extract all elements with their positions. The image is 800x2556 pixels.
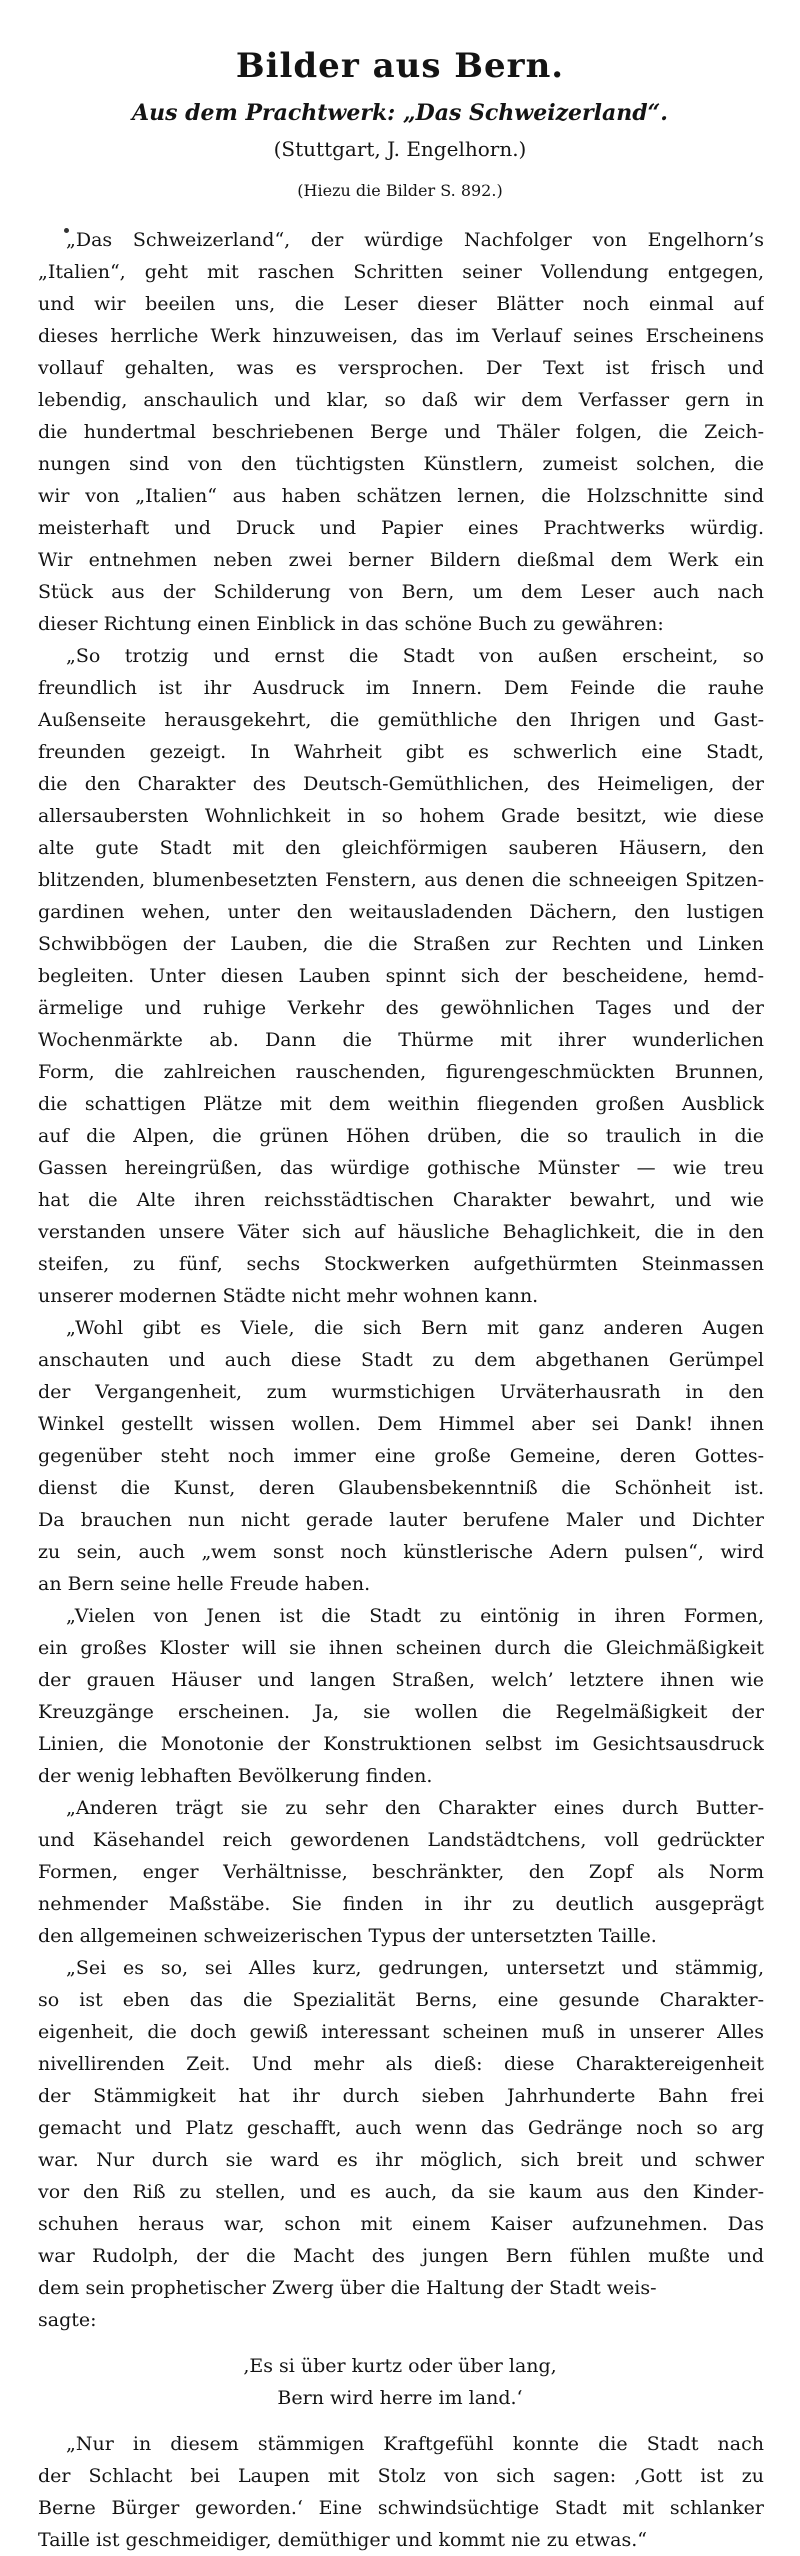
text-line: und Käsehandel reich gewordenen Landstädtchens, voll gedrückter xyxy=(38,1829,764,1851)
text-line: dieser Richtung einen Einblick in das schöne Buch zu gewähren: xyxy=(38,613,664,635)
text-line: der grauen Häuser und langen Straßen, welch’ letztere ihnen wie xyxy=(38,1669,764,1691)
text-line: blitzenden, blumenbesetzten Fenstern, aus denen die schneeigen Spitzen- xyxy=(38,869,764,891)
text-line: die schattigen Plätze mit dem weithin fliegenden großen Ausblick xyxy=(38,1093,764,1115)
text-line: dieses herrliche Werk hinzuweisen, das im Verlauf seines Erscheinens xyxy=(38,325,764,347)
text-line: steifen, zu fünf, sechs Stockwerken aufgethürmten Steinmassen xyxy=(38,1253,764,1275)
text-line: war. Nur durch sie ward es ihr möglich, sich breit und schwer xyxy=(38,2149,764,2171)
text-line: die hundertmal beschriebenen Berge und Thäler folgen, die Zeich- xyxy=(38,421,764,443)
text-line: den allgemeinen schweizerischen Typus der untersetzten Taille. xyxy=(38,1925,657,1947)
text-line: war Rudolph, der die Macht des jungen Bern fühlen mußte und xyxy=(38,2245,764,2267)
text-line: Formen, enger Verhältnisse, beschränkter, den Zopf als Norm xyxy=(38,1861,764,1883)
text-line: sagte: xyxy=(38,2309,97,2331)
text-line: Form, die zahlreichen rauschenden, figurengeschmückten Brunnen, xyxy=(38,1061,764,1083)
text-line: dem sein prophetischer Zwerg über die Haltung der Stadt weis- xyxy=(38,2277,657,2299)
verse-line: ‚Es si über kurtz oder über lang, xyxy=(243,2355,557,2377)
text-line: nehmender Maßstäbe. Sie finden in ihr zu deutlich ausgeprägt xyxy=(38,1893,764,1915)
text-line: Winkel gestellt wissen wollen. Dem Himmel aber sei Dank! ihnen xyxy=(38,1413,764,1435)
text-line: zu sein, auch „wem sonst noch künstlerische Adern pulsen“, wird xyxy=(38,1541,764,1563)
text-line: dienst die Kunst, deren Glaubensbekenntniß die Schönheit ist. xyxy=(38,1477,764,1499)
text-line: „Vielen von Jenen ist die Stadt zu eintönig in ihren Formen, xyxy=(66,1605,764,1627)
text-line: die den Charakter des Deutsch-Gemüthlichen, des Heimeligen, der xyxy=(38,773,764,795)
text-line: „Wohl gibt es Viele, die sich Bern mit ganz anderen Augen xyxy=(66,1317,764,1339)
text-line: ein großes Kloster will sie ihnen scheinen durch die Gleichmäßigkeit xyxy=(38,1637,764,1659)
text-line: der Stämmigkeit hat ihr durch sieben Jahrhunderte Bahn frei xyxy=(38,2085,764,2107)
text-line: „Nur in diesem stämmigen Kraftgefühl konnte die Stadt nach xyxy=(66,2433,764,2455)
text-line: der Schlacht bei Laupen mit Stolz von sich sagen: ‚Gott ist zu xyxy=(38,2465,764,2487)
text-line: anschauten und auch diese Stadt zu dem abgethanen Gerümpel xyxy=(38,1349,764,1371)
text-line: begleiten. Unter diesen Lauben spinnt sich der bescheidene, hemd- xyxy=(38,965,764,987)
text-line: der Vergangenheit, zum wurmstichigen Urväterhausrath in den xyxy=(38,1381,764,1403)
text-line: allersaubersten Wohnlichkeit in so hohem Grade besitzt, wie diese xyxy=(38,805,764,827)
text-line: „So trotzig und ernst die Stadt von außen erscheint, so xyxy=(66,645,764,667)
text-line: freunden gezeigt. In Wahrheit gibt es schwerlich eine Stadt, xyxy=(38,741,764,763)
article-subtitle: Aus dem Prachtwerk: „Das Schweizerland“. xyxy=(132,100,668,126)
text-line: Gassen hereingrüßen, das würdige gothische Münster — wie treu xyxy=(38,1157,764,1179)
text-line: ärmelige und ruhige Verkehr des gewöhnlichen Tages und der xyxy=(38,997,764,1019)
text-line: an Bern seine helle Freude haben. xyxy=(38,1573,371,1595)
text-line: „Das Schweizerland“, der würdige Nachfolger von Engelhorn’s xyxy=(66,229,764,251)
text-line: unserer modernen Städte nicht mehr wohnen kann. xyxy=(38,1285,539,1307)
text-line: wir von „Italien“ aus haben schätzen lernen, die Holzschnitte sind xyxy=(38,485,764,507)
text-line: vor den Riß zu stellen, und es auch, da sie kaum aus den Kinder- xyxy=(38,2181,764,2203)
text-line: „Sei es so, sei Alles kurz, gedrungen, untersetzt und stämmig, xyxy=(66,1957,764,1979)
text-line: Außenseite herausgekehrt, die gemüthliche den Ihrigen und Gast- xyxy=(38,709,764,731)
text-line: Wochenmärkte ab. Dann die Thürme mit ihrer wunderlichen xyxy=(38,1029,764,1051)
text-line: vollauf gehalten, was es versprochen. Der Text ist frisch und xyxy=(38,357,764,379)
text-line: freundlich ist ihr Ausdruck im Innern. Dem Feinde die rauhe xyxy=(38,677,764,699)
text-line: alte gute Stadt mit den gleichförmigen sauberen Häusern, den xyxy=(38,837,764,859)
verse-line: Bern wird herre im land.‘ xyxy=(277,2387,523,2409)
text-line: „Anderen trägt sie zu sehr den Charakter eines durch Butter- xyxy=(66,1797,764,1819)
text-line: Da brauchen nun nicht gerade lauter berufene Maler und Dichter xyxy=(38,1509,764,1531)
publisher-line: (Stuttgart, J. Engelhorn.) xyxy=(273,137,527,161)
text-line: Stück aus der Schilderung von Bern, um dem Leser auch nach xyxy=(38,581,764,603)
text-line: der wenig lebhaften Bevölkerung finden. xyxy=(38,1765,433,1787)
text-line: Kreuzgänge erscheinen. Ja, sie wollen die Regelmäßigkeit der xyxy=(38,1701,764,1723)
text-line: lebendig, anschaulich und klar, so daß wir dem Verfasser gern in xyxy=(38,389,764,411)
illustration-note: (Hiezu die Bilder S. 892.) xyxy=(297,181,503,200)
text-line: gemacht und Platz geschafft, auch wenn das Gedränge noch so arg xyxy=(38,2117,764,2139)
text-line: nungen sind von den tüchtigsten Künstlern, zumeist solchen, die xyxy=(38,453,764,475)
text-line: Linien, die Monotonie der Konstruktionen selbst im Gesichtsausdruck xyxy=(38,1733,764,1755)
text-line: gegenüber steht noch immer eine große Gemeine, deren Gottes- xyxy=(38,1445,764,1467)
text-line: Taille ist geschmeidiger, demüthiger und kommt nie zu etwas.“ xyxy=(38,2529,647,2551)
text-line: eigenheit, die doch gewiß interessant scheinen muß in unserer Alles xyxy=(38,2021,764,2043)
text-line: so ist eben das die Spezialität Berns, eine gesunde Charakter- xyxy=(38,1989,764,2011)
text-line: „Italien“, geht mit raschen Schritten seiner Vollendung entgegen, xyxy=(38,261,764,283)
article-title: Bilder aus Bern. xyxy=(235,46,565,86)
text-line: Berne Bürger geworden.‘ Eine schwindsüchtige Stadt mit schlanker xyxy=(38,2497,764,2519)
text-line: und wir beeilen uns, die Leser dieser Blätter noch einmal auf xyxy=(38,293,764,315)
text-line: hat die Alte ihren reichsstädtischen Charakter bewahrt, und wie xyxy=(38,1189,764,1211)
text-line: verstanden unsere Väter sich auf häusliche Behaglichkeit, die in den xyxy=(38,1221,764,1243)
text-line: auf die Alpen, die grünen Höhen drüben, die so traulich in die xyxy=(38,1125,764,1147)
text-line: Wir entnehmen neben zwei berner Bildern dießmal dem Werk ein xyxy=(38,549,764,571)
text-line: meisterhaft und Druck und Papier eines Prachtwerks würdig. xyxy=(38,517,764,539)
text-line: nivellirenden Zeit. Und mehr als dieß: diese Charaktereigenheit xyxy=(38,2053,764,2075)
text-line: gardinen wehen, unter den weitausladenden Dächern, den lustigen xyxy=(38,901,764,923)
text-line: Schwibbögen der Lauben, die die Straßen zur Rechten und Linken xyxy=(38,933,764,955)
text-line: schuhen heraus war, schon mit einem Kaiser aufzunehmen. Das xyxy=(38,2213,764,2235)
